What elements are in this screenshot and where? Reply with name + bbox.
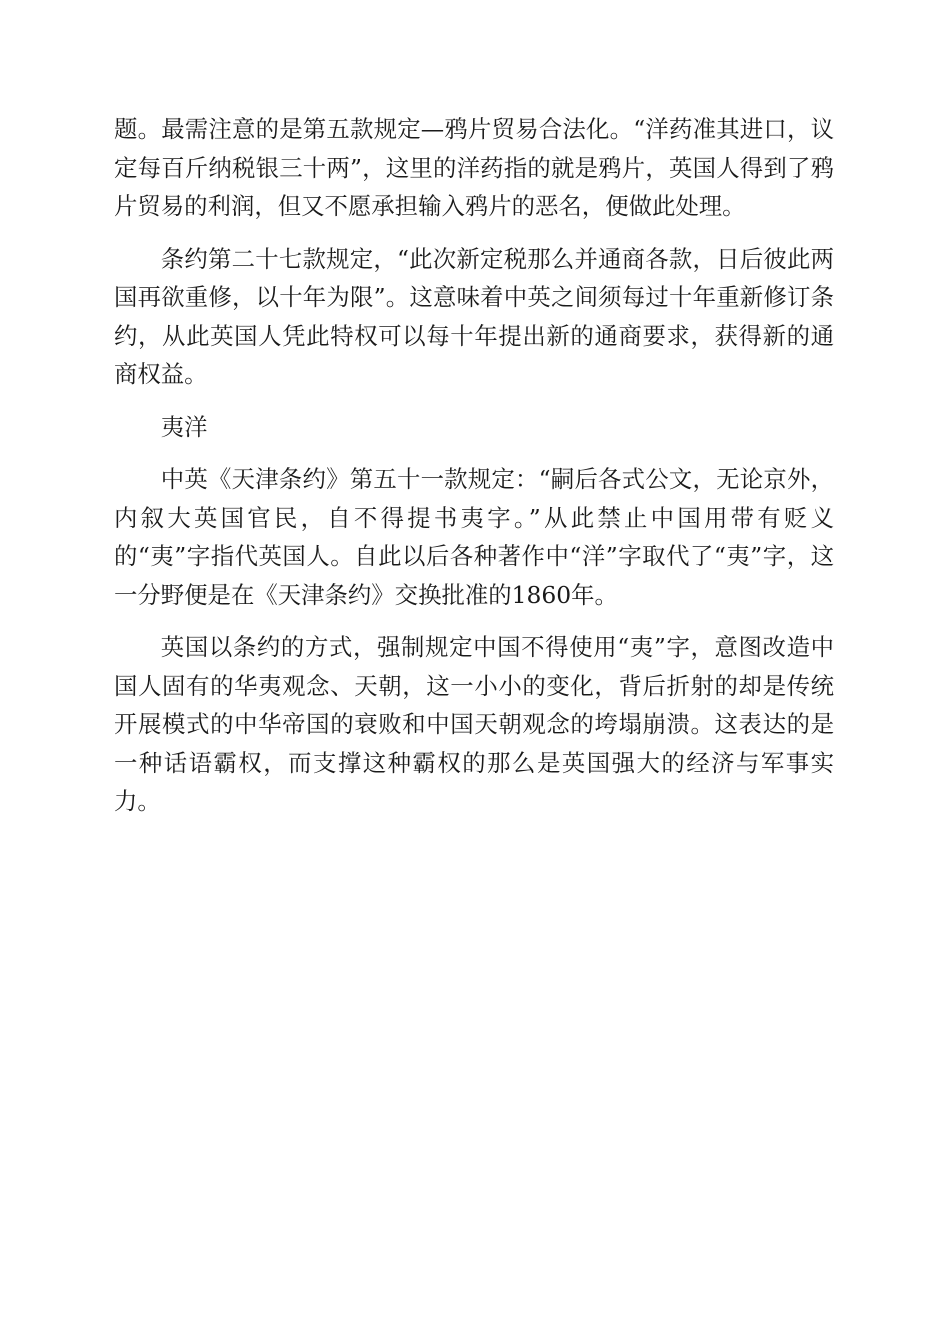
section-heading-yi-yang: 夷洋 xyxy=(160,412,208,441)
document-body xyxy=(114,110,834,835)
paragraph-discourse-hegemony: 英国以条约的方式，强制规定中国不得使用“夷”字，意图改造中国人固有的华夷观念、天朝，这一小小的变化，背后折射的却是传统开展模式的中华帝国的衰败和中国天朝观念的垮塌崩溃。这表达的是一种话语霸权，而支撑这种霸权的那么是英国强大的经济与军事实力。 xyxy=(114,633,834,815)
paragraph-opium-clause: 题。最需注意的是第五款规定—鸦片贸易合法化。“洋药准其进口，议定每百斤纳税银三十两”，这里的洋药指的就是鸦片，英国人得到了鸦片贸易的利润，但又不愿承担输入鸦片的恶名，便做此处理。 xyxy=(114,115,834,220)
paragraph-treaty-revision: 条约第二十七款规定，“此次新定税那么并通商各款，日后彼此两国再欲重修，以十年为限”。这意味着中英之间须每过十年重新修订条约，从此英国人凭此特权可以每十年提出新的通商要求，获得新的通商权益。 xyxy=(114,244,834,388)
paragraph-tianjin-treaty: 中英《天津条约》第五十一款规定：“嗣后各式公文，无论京外，内叙大英国官民，自不得提书夷字。”从此禁止中国用带有贬义的“夷”字指代英国人。自此以后各种著作中“洋”字取代了“夷”字，这一分野便是在《天津条约》交换批准的1860年。 xyxy=(114,465,834,609)
